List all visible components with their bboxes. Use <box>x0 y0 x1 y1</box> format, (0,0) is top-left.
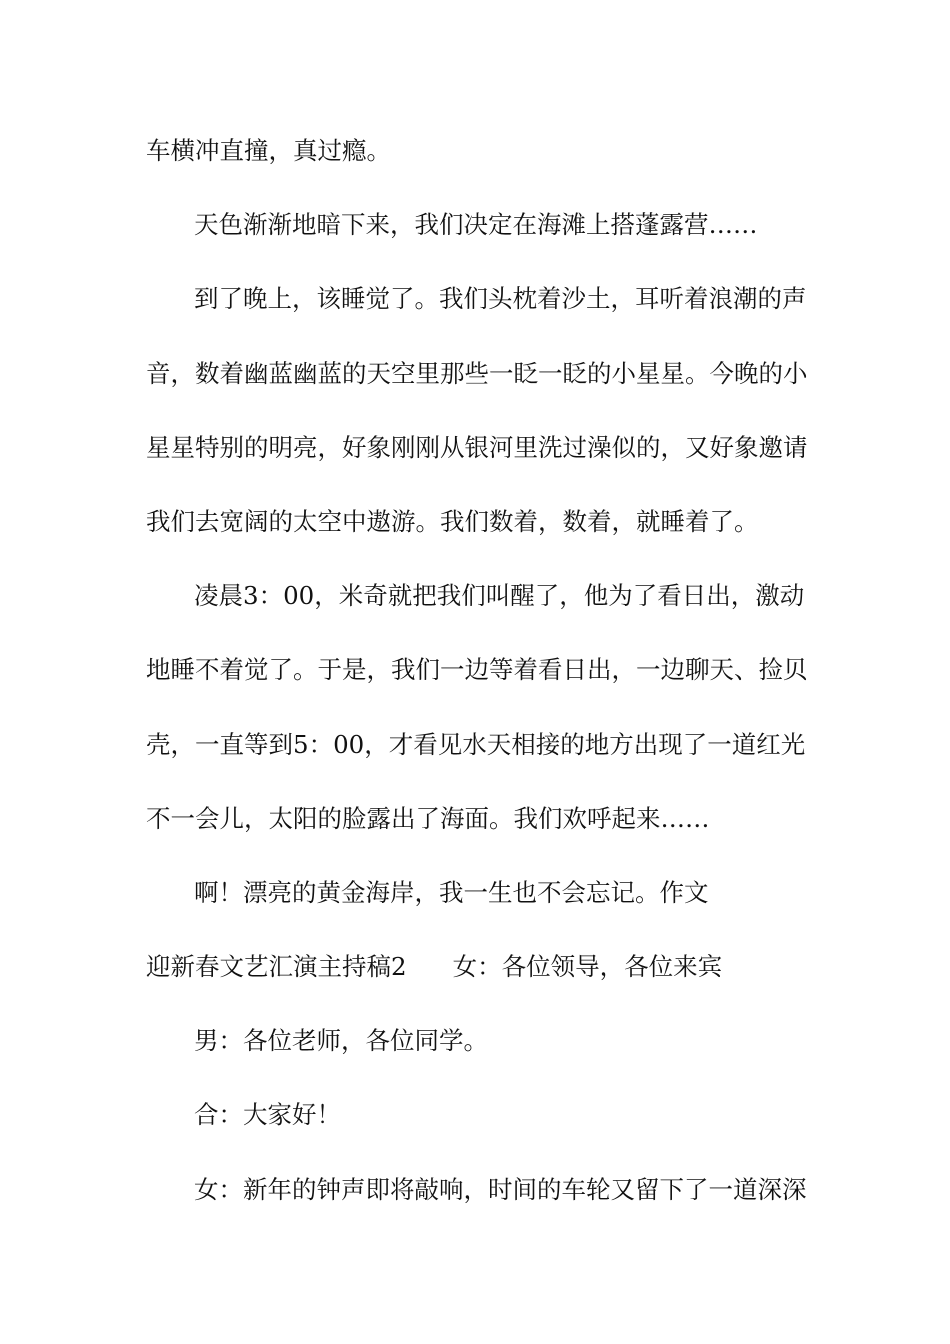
paragraph-line: 地睡不着觉了。于是，我们一边等着看日出，一边聊天、捡贝 <box>146 655 808 685</box>
paragraph-line: 凌晨3：00，米奇就把我们叫醒了，他为了看日出，激动 <box>194 581 805 611</box>
heading-speech: 女：各位领导，各位来宾 <box>452 952 723 982</box>
paragraph-line: 到了晚上，该睡觉了。我们头枕着沙土，耳听着浪潮的声 <box>194 284 807 314</box>
paragraph-line: 星星特别的明亮，好象刚刚从银河里洗过澡似的，又好象邀请 <box>146 432 808 462</box>
paragraph-line: 天色渐渐地暗下来，我们决定在海滩上搭蓬露营…… <box>194 210 758 240</box>
paragraph-line: 壳，一直等到5：00，才看见水天相接的地方出现了一道红光 <box>146 729 806 759</box>
paragraph-line: 啊！漂亮的黄金海岸，我一生也不会忘记。作文 <box>194 877 709 907</box>
paragraph-line: 车横冲直撞，真过瘾。 <box>146 136 391 165</box>
dialogue-line: 合：大家好！ <box>194 1100 341 1130</box>
document-body <box>146 126 816 1239</box>
paragraph-line: 不一会儿，太阳的脸露出了海面。我们欢呼起来…… <box>146 803 710 833</box>
dialogue-line: 男：各位老师，各位同学。 <box>194 1026 488 1056</box>
section-heading-line <box>146 942 816 1016</box>
section-title: 迎新春文艺汇演主持稿2 <box>146 952 407 982</box>
paragraph-line: 音，数着幽蓝幽蓝的天空里那些一眨一眨的小星星。今晚的小 <box>146 358 808 388</box>
dialogue-line: 女：新年的钟声即将敲响，时间的车轮又留下了一道深深 <box>194 1174 807 1204</box>
paragraph-line: 我们去宽阔的太空中遨游。我们数着，数着，就睡着了。 <box>146 506 759 536</box>
